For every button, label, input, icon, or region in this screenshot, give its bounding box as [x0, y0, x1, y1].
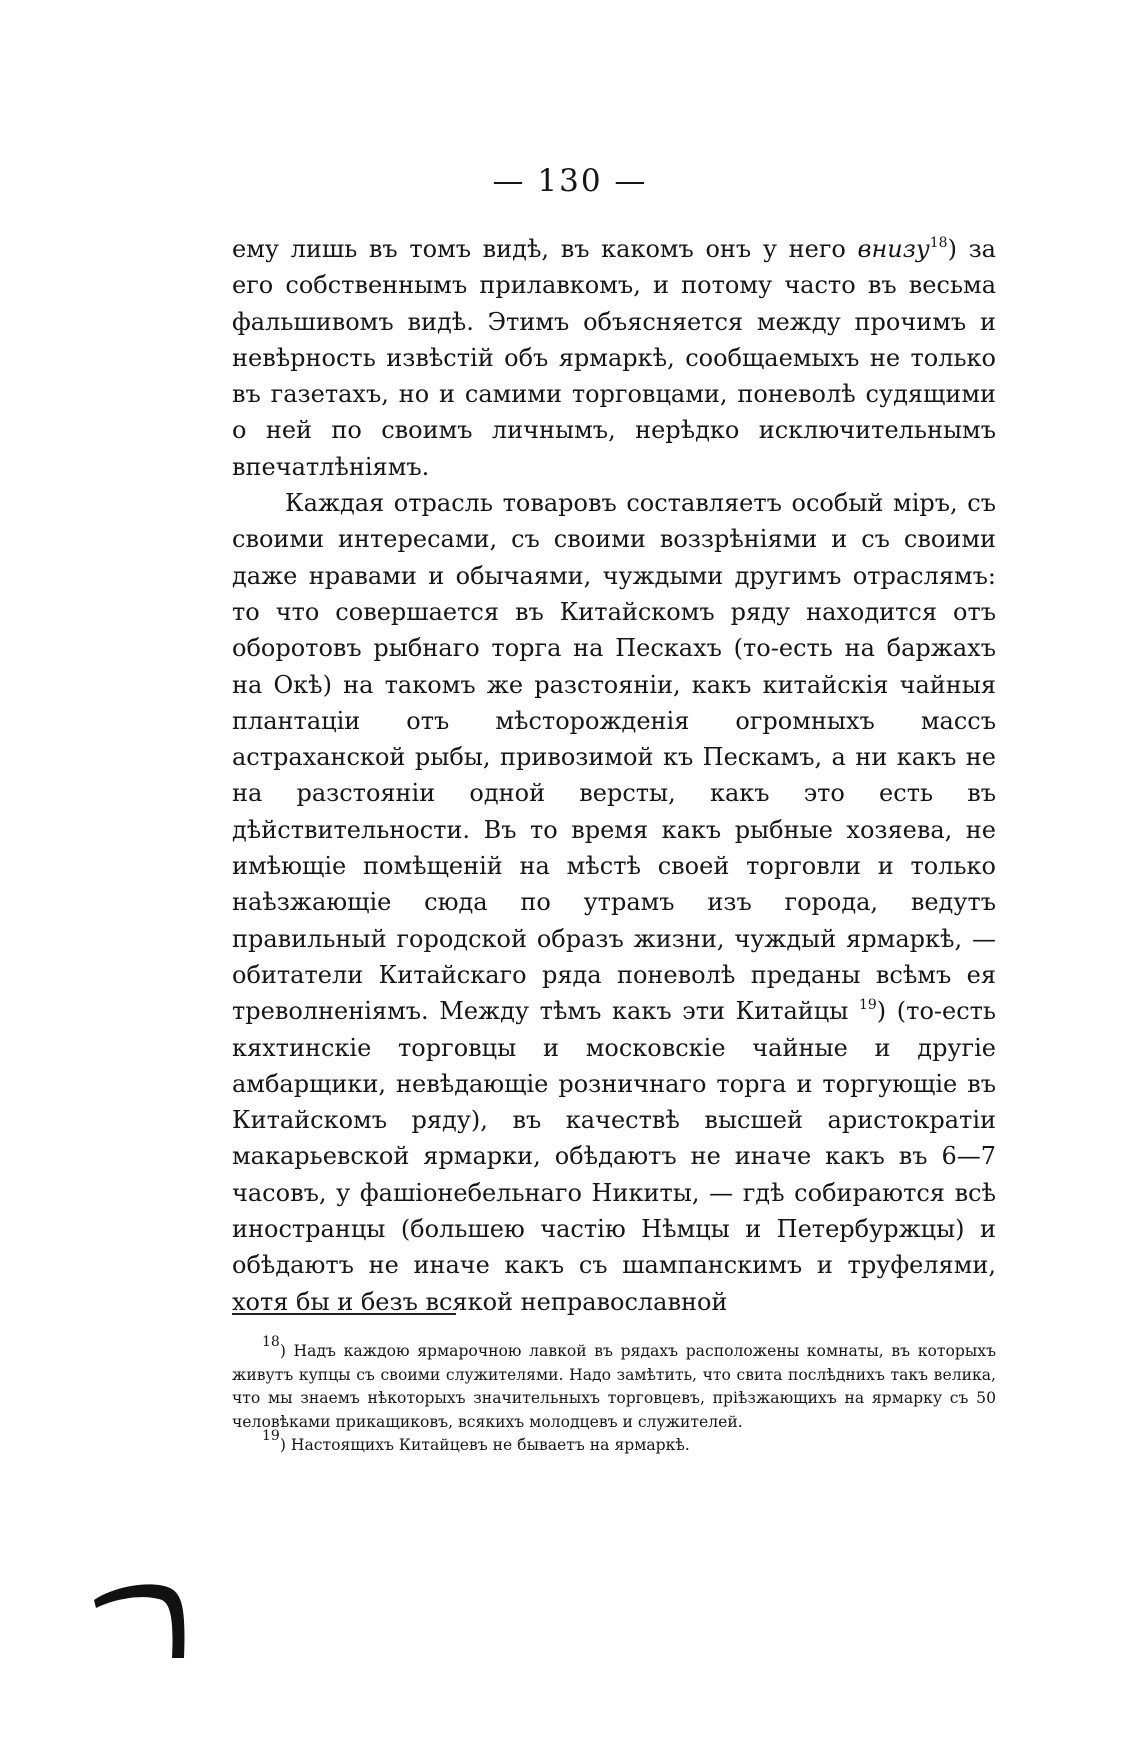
footnote-text: ) Надъ каждою ярмарочною лавкой въ рядахъ расположены комнаты, въ которыхъ живутъ купцы съ своими служителями. Надо замѣтить, что свита послѣднихъ такъ велика, что мы знаемъ нѣкоторыхъ значительныхъ торговцевъ, пріѣзжающихъ на ярмарку съ 50 человѣками прикащиковъ, всякихъ молодцевъ и служителей.	[232, 1342, 996, 1431]
paragraph-1	[232, 231, 996, 485]
footnotes	[232, 1334, 996, 1458]
footnote-ref-19: 19	[858, 997, 877, 1014]
footnote-text: ) Настоящихъ Китайцевъ не бываетъ на ярмаркѣ.	[279, 1436, 690, 1455]
footnote-ref-18: 18	[929, 235, 948, 251]
paragraph-2	[232, 485, 996, 1320]
footnote-marker: 19	[262, 1428, 280, 1445]
paragraph-1-text-b: ) за его собственнымъ прилавкомъ, и потому часто въ весьма фальшивомъ видѣ. Этимъ объясняется между прочимъ и невѣрность извѣстій объ ярмаркѣ, сообщаемыхъ не только въ газетахъ, но и самими торговцами, поневолѣ судящими о ней по своимъ личнымъ, нерѣдко исключительнымъ впечатлѣніямъ.	[232, 235, 996, 481]
footnote-19	[232, 1428, 996, 1458]
emphasis-word: внизу	[857, 235, 930, 263]
bracket-mark-icon	[92, 1578, 188, 1660]
paragraph-2-text-a: Каждая отрасль товаровъ составляетъ особый міръ, съ своими интересами, съ своими воззрѣніями и съ своими даже нравами и обычаями, чуждыми другимъ отраслямъ: то что совершается въ Китайскомъ ряду находится отъ оборотовъ рыбнаго торга на Пескахъ (то-есть на баржахъ на Окѣ) на такомъ же разстояніи, какъ китайскія чайныя плантаціи отъ мѣсторожденія огромныхъ массъ астраханской рыбы, привозимой къ Пескамъ, а ни какъ не на разстояніи одной версты, какъ это есть въ дѣйствительности. Въ то время какъ рыбные хозяева, не имѣющіе помѣщеній на мѣстѣ своей торговли и только наѣзжающіе сюда по утрамъ изъ города, ведутъ правильный городской образъ жизни, чуждый ярмаркѣ, — обитатели Китайскаго ряда поневолѣ преданы всѣмъ ея треволненіямъ. Между тѣмъ какъ эти Китайцы	[232, 489, 996, 1026]
footnote-18	[232, 1334, 996, 1434]
page-number: — 130 —	[492, 163, 648, 199]
paragraph-1-text-a: ему лишь въ томъ видѣ, въ какомъ онъ у него	[232, 235, 858, 263]
footnote-marker: 18	[262, 1334, 280, 1350]
main-text	[232, 231, 996, 1320]
paragraph-2-text-b: ) (то-есть кяхтинскіе торговцы и московскіе чайные и другіе амбарщики, невѣдающіе розничнаго торга и торгующіе въ Китайскомъ ряду), въ качествѣ высшей аристократіи макарьевской ярмарки, обѣдаютъ не иначе какъ въ 6—7 часовъ, у фашіонебельнаго Никиты, — гдѣ собираются всѣ иностранцы (большею частію Нѣмцы и Петербуржцы) и обѣдаютъ не иначе какъ съ шампанскимъ и труфелями, хотя бы и безъ всякой неправославной	[232, 997, 996, 1316]
footnote-divider	[232, 1313, 456, 1315]
